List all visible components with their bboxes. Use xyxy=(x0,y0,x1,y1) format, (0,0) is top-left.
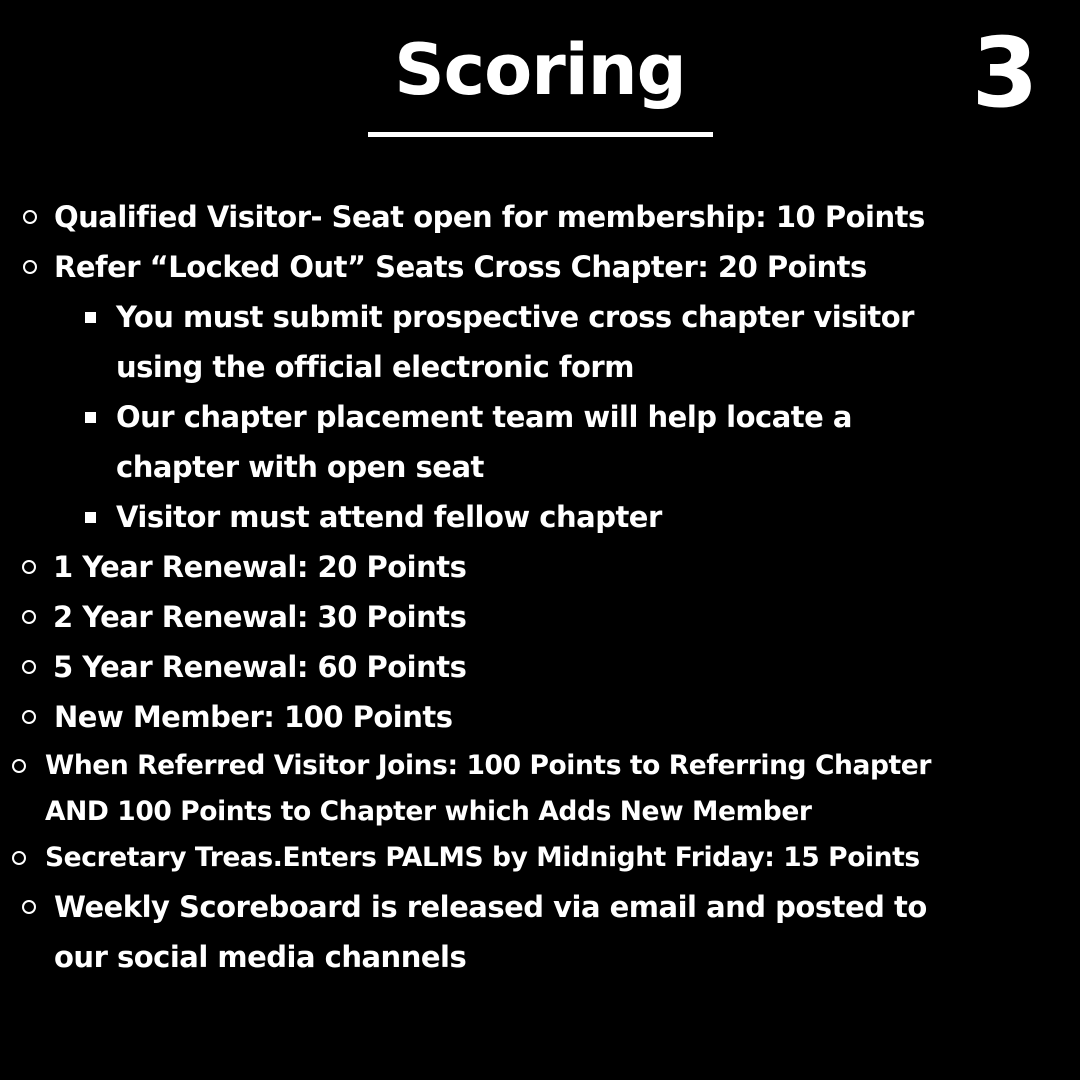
hollow-circle-icon xyxy=(22,900,36,914)
list-item: Visitor must attend fellow chapter xyxy=(116,500,662,534)
list-item: Qualified Visitor- Seat open for membership: 10 Points xyxy=(54,200,925,234)
list-item: 5 Year Renewal: 60 Points xyxy=(53,650,467,684)
list-item-continuation: AND 100 Points to Chapter which Adds New Member xyxy=(45,796,812,827)
list-item: 2 Year Renewal: 30 Points xyxy=(53,600,467,634)
list-item: When Referred Visitor Joins: 100 Points to Referring Chapter xyxy=(45,750,932,781)
list-item: New Member: 100 Points xyxy=(54,700,453,734)
filled-square-icon xyxy=(85,312,96,323)
list-item: You must submit prospective cross chapter visitor xyxy=(116,300,914,334)
list-item-continuation: chapter with open seat xyxy=(116,450,484,484)
list-item-continuation: using the official electronic form xyxy=(116,350,634,384)
list-item-continuation: our social media channels xyxy=(54,940,467,974)
hollow-circle-icon xyxy=(23,260,37,274)
page-number: 3 xyxy=(971,17,1039,129)
hollow-circle-icon xyxy=(22,710,36,724)
filled-square-icon xyxy=(85,512,96,523)
hollow-circle-icon xyxy=(22,610,36,624)
hollow-circle-icon xyxy=(12,759,26,773)
list-item: Secretary Treas.Enters PALMS by Midnight Friday: 15 Points xyxy=(45,842,920,873)
hollow-circle-icon xyxy=(12,851,26,865)
hollow-circle-icon xyxy=(23,210,37,224)
list-item: Weekly Scoreboard is released via email and posted to xyxy=(54,890,927,924)
hollow-circle-icon xyxy=(22,660,36,674)
page-title: Scoring xyxy=(394,29,686,111)
list-item: 1 Year Renewal: 20 Points xyxy=(53,550,467,584)
hollow-circle-icon xyxy=(22,560,36,574)
filled-square-icon xyxy=(85,412,96,423)
title-underline xyxy=(368,132,713,137)
list-item: Our chapter placement team will help locate a xyxy=(116,400,852,434)
list-item: Refer “Locked Out” Seats Cross Chapter: 20 Points xyxy=(54,250,867,284)
